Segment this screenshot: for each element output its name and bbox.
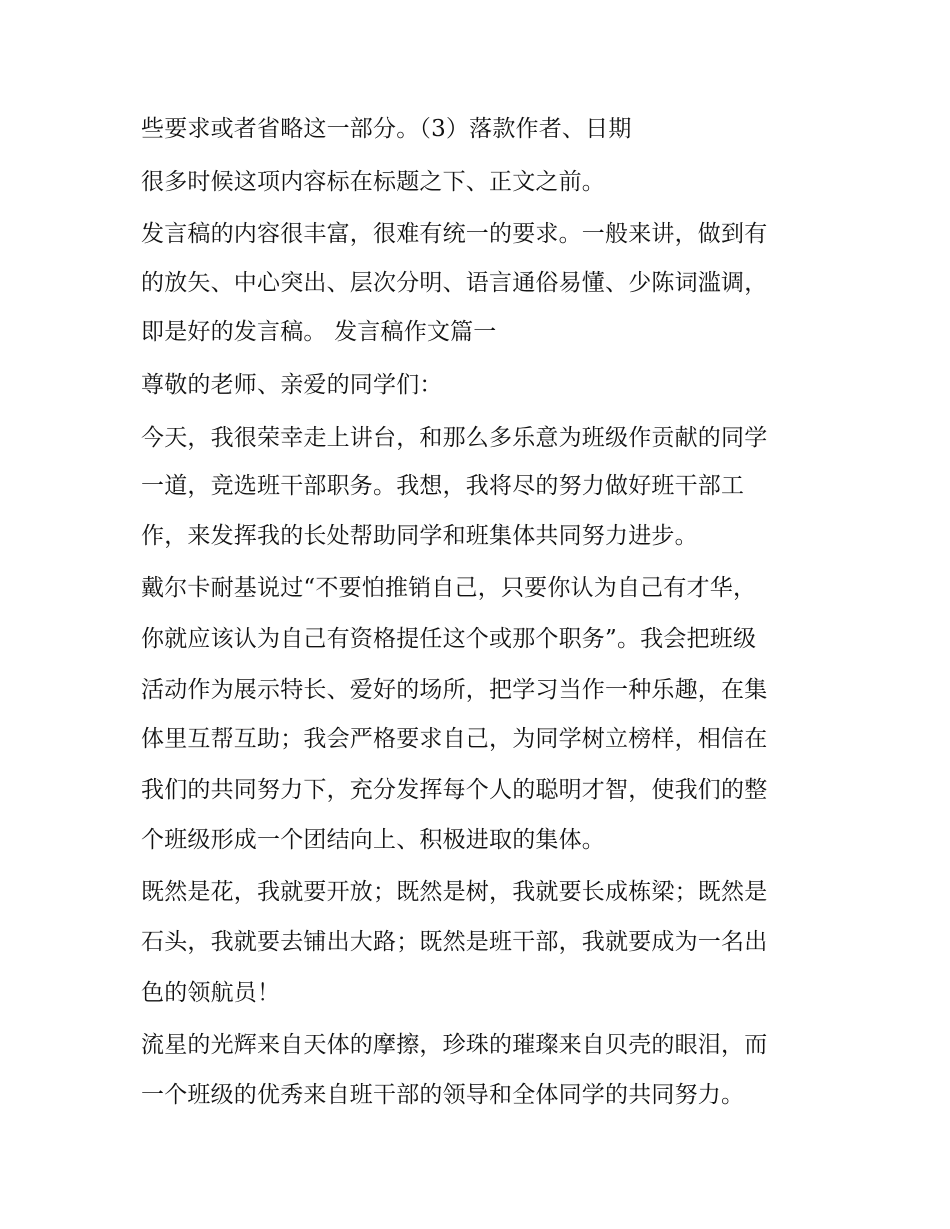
text-line: 石头，我就要去铺出大路；既然是班干部，我就要成为一名出 <box>141 929 768 955</box>
text-line: 你就应该认为自己有资格提任这个或那个职务”。我会把班级 <box>141 626 757 652</box>
text-line: 作，来发挥我的长处帮助同学和班集体共同努力进步。 <box>141 523 698 549</box>
text-line: 些要求或者省略这一部分。（3）落款作者、日期 <box>141 116 632 142</box>
text-line: 戴尔卡耐基说过“不要怕推销自己，只要你认为自己有才华， <box>141 575 757 601</box>
text-line: 色的领航员！ <box>141 980 281 1006</box>
text-line: 今天，我很荣幸走上讲台，和那么多乐意为班级作贡献的同学 <box>141 425 768 451</box>
text-line: 既然是花，我就要开放；既然是树，我就要长成栋梁；既然是 <box>141 879 768 905</box>
text-line: 活动作为展示特长、爱好的场所，把学习当作一种乐趣，在集 <box>141 677 768 703</box>
text-line: 很多时候这项内容标在标题之下、正文之前。 <box>141 169 605 195</box>
text-line: 一道，竞选班干部职务。我想，我将尽的努力做好班干部工 <box>141 473 745 499</box>
text-line: 的放矢、中心突出、层次分明、语言通俗易懂、少陈词滥调， <box>141 270 768 296</box>
text-line: 发言稿的内容很丰富，很难有统一的要求。一般来讲，做到有 <box>141 221 768 247</box>
text-line: 即是好的发言稿。 发言稿作文篇一 <box>141 319 497 345</box>
text-line: 体里互帮互助；我会严格要求自己，为同学树立榜样，相信在 <box>141 726 768 752</box>
text-line: 尊敬的老师、亲爱的同学们： <box>141 372 443 398</box>
text-line: 我们的共同努力下，充分发挥每个人的聪明才智，使我们的整 <box>141 777 768 803</box>
text-line: 一个班级的优秀来自班干部的领导和全体同学的共同努力。 <box>141 1082 745 1108</box>
text-line: 流星的光辉来自天体的摩擦，珍珠的璀璨来自贝壳的眼泪，而 <box>141 1032 768 1058</box>
text-line: 个班级形成一个团结向上、积极进取的集体。 <box>141 827 605 853</box>
